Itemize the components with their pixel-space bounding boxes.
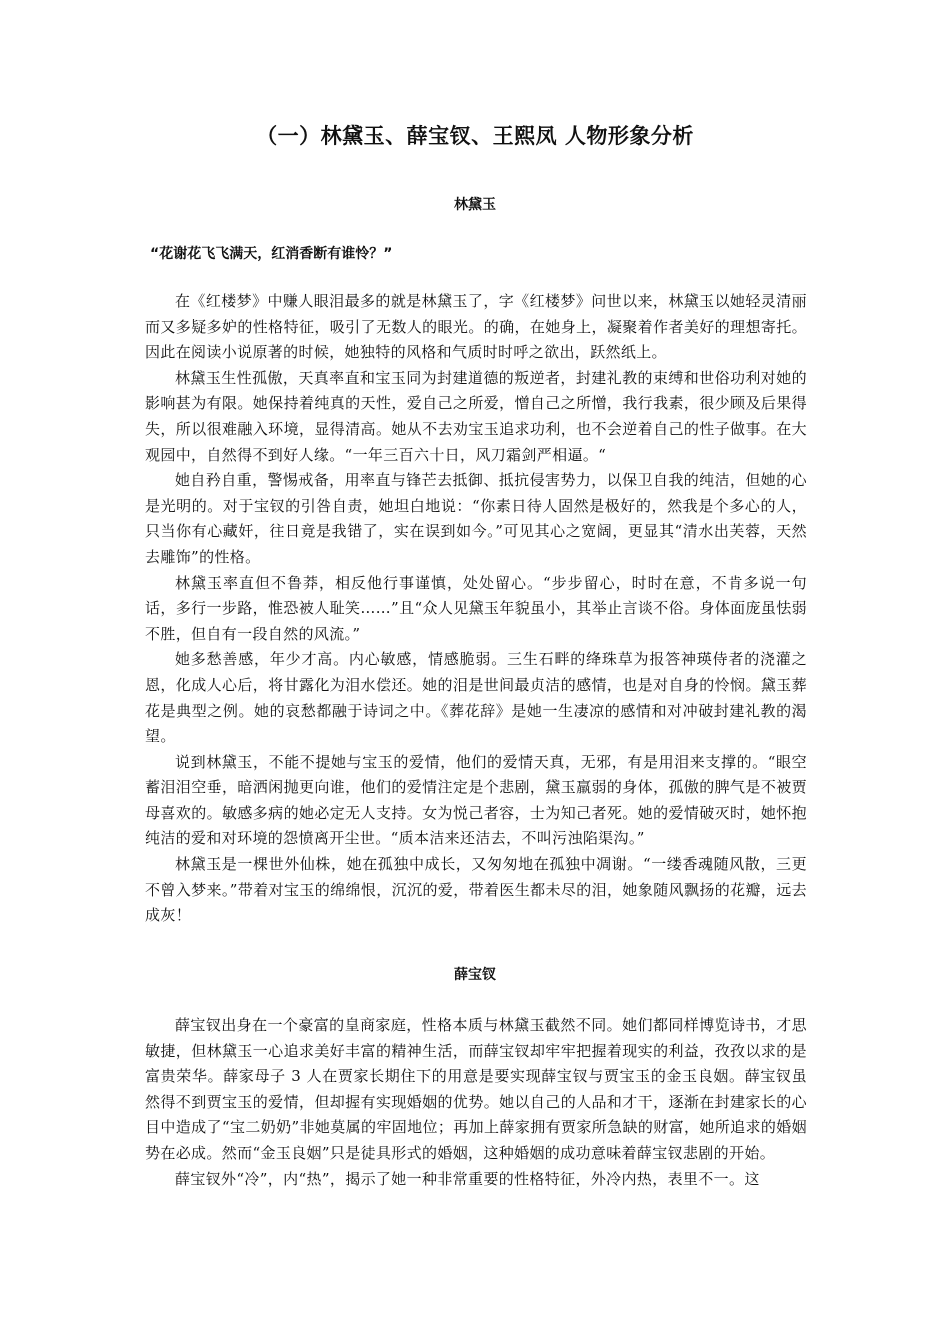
paragraph: 薛宝钗出身在一个豪富的皇商家庭，性格本质与林黛玉截然不同。她们都同样博览诗书，才思敏捷，但林黛玉一心追求美好丰富的精神生活，而薛宝钗却牢牢把握着现实的利益，孜孜以求的是富贵荣华。薛家母子 3 人在贾家长期住下的用意是要实现薛宝钗与贾宝玉的金玉良姻。薛宝钗虽然得不到贾宝玉的爱情，但却握有实现婚姻的优势。她以自己的人品和才干，逐渐在封建家长的心目中造成了“宝二奶奶”非她莫属的牢固地位；再加上薛家拥有贾家所急缺的财富，她所追求的婚姻势在必成。然而“金玉良姻”只是徒具形式的婚姻，这种婚姻的成功意味着薛宝钗悲剧的开始。 [145, 1016, 807, 1162]
paragraph: 说到林黛玉，不能不提她与宝玉的爱情，他们的爱情天真，无邪，有是用泪来支撑的。“眼空蓄泪泪空垂，暗洒闲抛更向谁，他们的爱情注定是个悲剧，黛玉羸弱的身体，孤傲的脾气是不被贾母喜欢的。敏感多病的她必定无人支持。女为悦己者容，士为知己者死。她的爱情破灭时，她怀抱纯洁的爱和对环境的怨愤离开尘世。“质本洁来还洁去，不叫污浊陷渠沟。” [145, 752, 807, 848]
paragraph: 她多愁善感，年少才高。内心敏感，情感脆弱。三生石畔的绛珠草为报答神瑛侍者的浇灌之恩，化成人心后，将甘露化为泪水偿还。她的泪是世间最贞洁的感情，也是对自身的怜悯。黛玉葬花是典型之例。她的哀愁都融于诗词之中。《葬花辞》是她一生凄凉的感情和对冲破封建礼教的渴望。 [145, 650, 807, 746]
section-heading-lin-daiyu: 林黛玉 [454, 197, 496, 213]
section-body-xue-baochai [145, 1013, 807, 1192]
section-heading-xue-baochai: 薛宝钗 [454, 967, 496, 983]
paragraph: 林黛玉是一棵世外仙株，她在孤独中成长，又匆匆地在孤独中凋谢。“一缕香魂随风散，三更不曾入梦来。”带着对宝玉的绵绵恨，沉沉的爱，带着医生都未尽的泪，她象随风飘扬的花瓣，远去成灰！ [145, 855, 807, 925]
document-title: （一）林黛玉、薛宝钗、王熙凤 人物形象分析 [256, 124, 694, 148]
paragraph: 在《红楼梦》中赚人眼泪最多的就是林黛玉了，字《红楼梦》问世以来，林黛玉以她轻灵清丽而又多疑多妒的性格特征，吸引了无数人的眼光。的确，在她身上，凝聚着作者美好的理想寄托。因此在阅读小说原著的时候，她独特的风格和气质时时呼之欲出，跃然纸上。 [145, 292, 807, 362]
section-body-lin-daiyu [145, 289, 807, 929]
paragraph: 她自矜自重，警惕戒备，用率直与锋芒去抵御、抵抗侵害势力，以保卫自我的纯洁，但她的心是光明的。对于宝钗的引咎自责，她坦白地说：“你素日待人固然是极好的，然我是个多心的人，只当你有心藏奸，往日竟是我错了，实在误到如今。”可见其心之宽阔，更显其“清水出芙蓉，天然去雕饰”的性格。 [145, 471, 807, 566]
paragraph: 林黛玉生性孤傲，天真率直和宝玉同为封建道德的叛逆者，封建礼教的束缚和世俗功利对她的影响甚为有限。她保持着纯真的天性，爱自己之所爱，憎自己之所憎，我行我素，很少顾及后果得失，所以很难融入环境，显得清高。她从不去劝宝玉追求功利，也不会逆着自己的性子做事。在大观园中，自然得不到好人缘。“一年三百六十日，风刀霜剑严相逼。“ [145, 368, 807, 464]
paragraph: 薛宝钗外“冷”，内“热”，揭示了她一种非常重要的性格特征，外冷内热，表里不一。这 [175, 1169, 760, 1188]
paragraph: 林黛玉率直但不鲁莽，相反他行事谨慎，处处留心。“步步留心，时时在意，不肯多说一句话，多行一步路，惟恐被人耻笑……”且“众人见黛玉年貌虽小，其举止言谈不俗。身体面庞虽怯弱不胜，但自有一段自然的风流。” [145, 573, 807, 643]
section-quote: “花谢花飞飞满天，红消香断有谁怜？” [150, 246, 393, 262]
